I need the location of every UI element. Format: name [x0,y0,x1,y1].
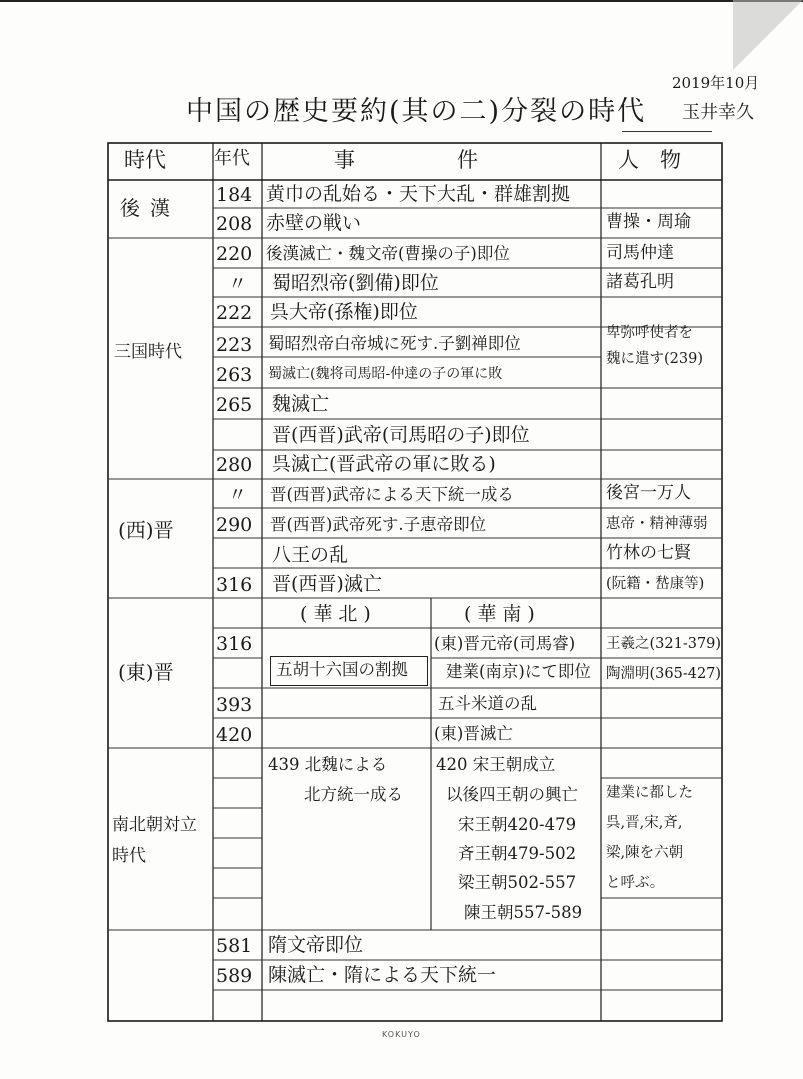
person-220: 司馬仲達 [606,243,674,263]
south-jianye: 建業(南京)にて即位 [446,662,591,681]
year-280b: 〃 [228,484,248,506]
person-wang-xizhi: 王羲之(321-379) [606,636,722,652]
person-six-dynasties-4: と呼ぶ。 [606,875,665,891]
brand-label: KOKUYO [382,1030,421,1039]
event-316: 晋(西晋)滅亡 [272,573,382,595]
header-event: 事 件 [334,148,498,172]
event-581: 隋文帝即位 [268,934,364,956]
event-265: 魏滅亡 [272,393,330,415]
event-184: 黄巾の乱始る・天下大乱・群雄割拠 [266,183,571,205]
year-220: 220 [216,243,253,265]
subheader-south: (華南) [464,603,541,625]
person-tao-yuanming: 陶淵明(365-427) [606,666,722,682]
year-222: 222 [216,302,253,324]
year-223: 223 [216,334,253,356]
era-nanbei-line2: 時代 [112,846,146,866]
page-title: 中国の歴史要約(其の二)分裂の時代 [186,96,647,127]
event-208: 赤壁の戦い [266,212,362,234]
year-316b: 316 [216,633,253,655]
year-263: 263 [216,364,253,386]
year-184: 184 [216,184,253,206]
event-eight-princes: 八王の乱 [272,544,349,566]
south-song-founding: 420 宋王朝成立 [436,755,556,774]
person-223: 卑弥呼使者を [606,325,693,341]
year-265: 265 [216,394,253,416]
person-208: 曹操・周瑜 [606,212,691,232]
era-later-han: 後漢 [120,196,180,220]
event-589: 陳滅亡・隋による天下統一 [268,964,497,986]
year-589: 589 [216,965,253,987]
year-290: 290 [216,514,253,536]
person-seven-sages: 竹林の七賢 [606,543,691,563]
year-393: 393 [216,694,253,716]
header-era: 時代 [124,148,166,172]
person-316: (阮籍・嵆康等) [606,576,705,592]
event-jin-founding: 晋(西晋)武帝(司馬昭の子)即位 [272,424,530,446]
person-six-dynasties-2: 呉,晋,宋,斉, [606,815,683,831]
year-280: 280 [216,454,253,476]
era-eastern-jin: (東)晋 [118,660,174,684]
south-song: 宋王朝420-479 [458,815,577,834]
event-222: 呉大帝(孫権)即位 [270,301,418,323]
header-person: 人 物 [618,148,681,172]
south-chen: 陳王朝557-589 [464,903,583,922]
south-393: 五斗米道の乱 [438,694,537,713]
event-290: 晋(西晋)武帝死す.子恵帝即位 [270,515,487,534]
person-290: 恵帝・精神薄弱 [606,516,708,532]
south-420: (東)晋滅亡 [434,724,513,743]
north-wuhu: 五胡十六国の割拠 [276,660,408,679]
year-208: 208 [216,213,253,235]
south-four-dynasties: 以後四王朝の興亡 [446,785,578,804]
event-223: 蜀昭烈帝白帝城に死す.子劉禅即位 [268,334,521,353]
south-316b: (東)晋元帝(司馬睿) [434,634,576,653]
event-263: 蜀滅亡(魏将司馬昭-仲達の子の軍に敗 [268,366,503,382]
north-unification: 北方統一成る [304,785,403,804]
year-316: 316 [216,574,253,596]
era-nanbei-line1: 南北朝対立 [112,815,197,835]
header-year: 年代 [214,148,250,169]
person-263: 魏に遣す(239) [606,351,703,367]
south-liang: 梁王朝502-557 [458,873,577,892]
era-three-kingdoms: 三国時代 [114,342,182,362]
person-six-dynasties-1: 建業に都した [606,785,693,801]
person-280b: 後宮一万人 [606,483,691,503]
event-280: 呉滅亡(晋武帝の軍に敗る) [272,453,496,475]
date-note: 2019年10月 [672,74,760,92]
year-220b: 〃 [228,273,248,295]
south-qi: 斉王朝479-502 [458,844,577,863]
person-220b: 諸葛孔明 [606,272,674,292]
author-name: 玉井幸久 [682,102,754,123]
year-420: 420 [216,724,253,746]
person-six-dynasties-3: 梁,陳を六朝 [606,845,684,861]
era-western-jin: (西)晋 [118,518,174,542]
year-581: 581 [216,935,253,957]
event-220b: 蜀昭烈帝(劉備)即位 [272,272,439,294]
subheader-north: (華北) [300,603,377,625]
event-280b: 晋(西晋)武帝による天下統一成る [270,485,514,504]
north-northern-wei: 439 北魏による [268,755,388,774]
event-220: 後漢滅亡・魏文帝(曹操の子)即位 [266,244,510,263]
